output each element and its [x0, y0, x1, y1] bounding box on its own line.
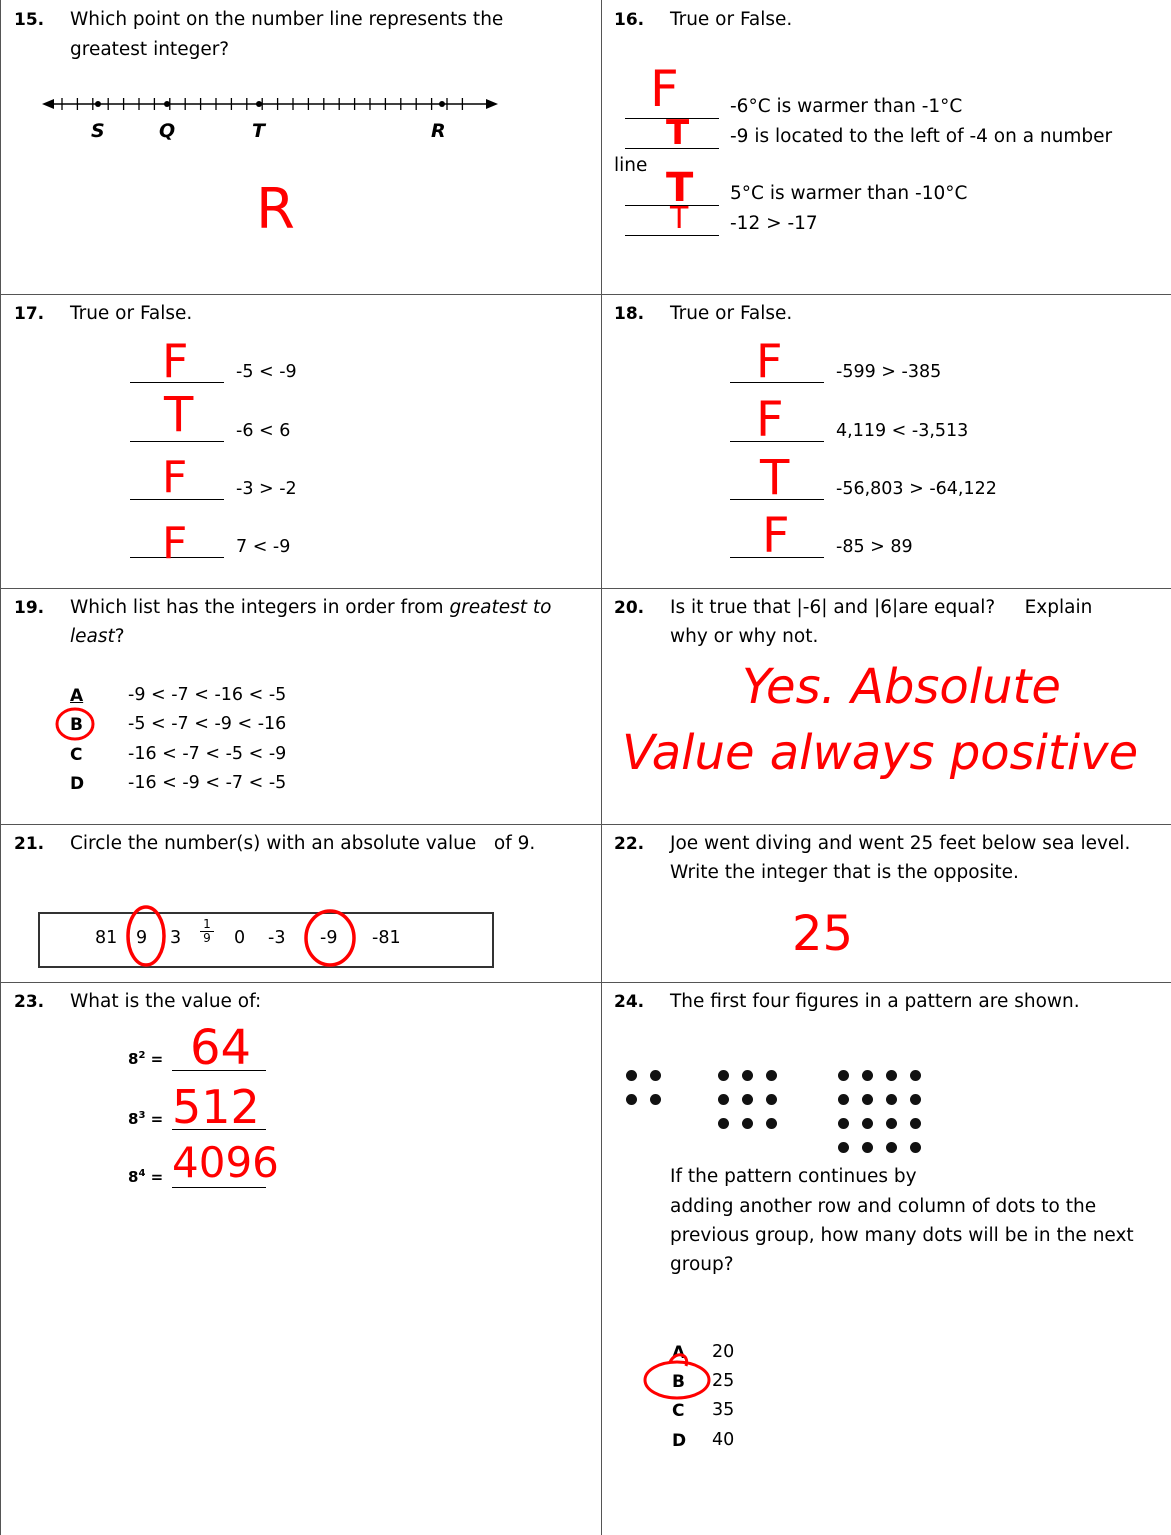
pattern-dot: [886, 1070, 897, 1081]
question-text: Which list has the integers in order from greatest to: [70, 597, 552, 618]
option-letter: B: [672, 1372, 685, 1392]
pattern-dot: [838, 1142, 849, 1153]
pattern-dot: [910, 1142, 921, 1153]
question-text: Is it true that |-6| and |6|are equal? Explain: [670, 597, 1093, 618]
number-line-point: [256, 101, 262, 107]
option-letter: D: [70, 774, 85, 794]
answer-circle: [640, 1344, 716, 1402]
question-number: 17.: [14, 304, 45, 324]
number-option: 3: [170, 928, 182, 948]
pattern-dot: [742, 1094, 753, 1105]
question-body: group?: [670, 1254, 734, 1275]
handwritten-answer: Value always positive: [622, 725, 1139, 781]
handwritten-answer: F: [162, 518, 188, 569]
answer-circle: [300, 906, 360, 968]
question-text: Which point on the number line represents the: [70, 9, 504, 30]
pattern-dot: [766, 1094, 777, 1105]
statement: -12 > -17: [730, 213, 818, 234]
option-text: -9 < -7 < -16 < -5: [128, 685, 287, 705]
number-line-point: [164, 101, 170, 107]
statement: -6°C is warmer than -1°C: [730, 96, 963, 117]
option-letter: B: [70, 715, 83, 735]
question-body: previous group, how many dots will be in the next: [670, 1225, 1134, 1246]
question-text: greatest integer?: [70, 39, 230, 60]
handwritten-answer: R: [256, 177, 295, 242]
option-text: 20: [712, 1342, 735, 1362]
handwritten-answer: 25: [792, 906, 854, 962]
pattern-dot: [650, 1094, 661, 1105]
pattern-dot: [838, 1118, 849, 1129]
question-body: adding another row and column of dots to the: [670, 1196, 1097, 1217]
handwritten-answer: T: [670, 201, 689, 236]
option-text: 35: [712, 1400, 735, 1420]
pattern-dot: [862, 1118, 873, 1129]
pattern-dot: [718, 1118, 729, 1129]
pattern-dot: [650, 1070, 661, 1081]
question-number: 22.: [614, 834, 645, 854]
pattern-dot: [626, 1070, 637, 1081]
question-text: Write the integer that is the opposite.: [670, 862, 1019, 883]
number-option: -81: [372, 928, 401, 948]
handwritten-answer: F: [650, 60, 679, 118]
handwritten-answer: F: [756, 334, 783, 388]
option-letter: C: [70, 745, 83, 765]
number-line: [40, 90, 500, 120]
handwritten-answer: F: [162, 334, 189, 388]
pattern-dot: [910, 1118, 921, 1129]
question-text: least?: [70, 626, 125, 647]
handwritten-answer: 512: [172, 1080, 260, 1134]
question-number: 18.: [614, 304, 645, 324]
pattern-dot: [910, 1070, 921, 1081]
number-line-point: [439, 101, 445, 107]
statement: -3 > -2: [236, 479, 297, 499]
fraction: $\frac{1}{9}$: [200, 918, 214, 945]
answer-circle: [122, 902, 172, 968]
pattern-dot: [838, 1094, 849, 1105]
question-text: Circle the number(s) with an absolute value of 9.: [70, 833, 536, 854]
question-text: Joe went diving and went 25 feet below sea level.: [670, 833, 1131, 854]
row-divider: [0, 824, 1171, 825]
statement: 7 < -9: [236, 537, 291, 557]
handwritten-answer: F: [162, 452, 188, 503]
row-divider: [0, 982, 1171, 983]
option-text: 25: [712, 1371, 735, 1391]
pattern-dot: [910, 1094, 921, 1105]
column-divider: [601, 0, 602, 1535]
statement: 5°C is warmer than -10°C: [730, 183, 968, 204]
question-number: 15.: [14, 10, 45, 30]
number-option: 0: [234, 928, 246, 948]
pattern-dot: [886, 1142, 897, 1153]
option-text: 40: [712, 1430, 735, 1450]
answer-circle: [54, 704, 98, 744]
question-text: True or False.: [670, 303, 793, 324]
option-letter: A: [672, 1343, 686, 1363]
question-number: 24.: [614, 992, 645, 1012]
question-text: The first four figures in a pattern are shown.: [670, 991, 1080, 1012]
question-number: 21.: [14, 834, 45, 854]
option-text: -5 < -7 < -9 < -16: [128, 714, 287, 734]
handwritten-answer: T: [760, 450, 790, 506]
number-option: -3: [268, 928, 286, 948]
power-expression: $8^3$ =: [128, 1110, 164, 1128]
handwritten-answer: T: [666, 113, 690, 153]
pattern-dot: [862, 1070, 873, 1081]
question-text: True or False.: [70, 303, 193, 324]
answer-blank: [172, 1187, 266, 1188]
left-border: [0, 0, 1, 1535]
question-number: 23.: [14, 992, 45, 1012]
number-option: 81: [95, 928, 118, 948]
row-divider: [0, 294, 1171, 295]
statement: -9 is located to the left of -4 on a number: [730, 126, 1113, 147]
pattern-dot: [862, 1094, 873, 1105]
question-text: why or why not.: [670, 626, 819, 647]
statement: -5 < -9: [236, 362, 297, 382]
handwritten-answer: F: [762, 508, 790, 564]
option-letter: A: [70, 686, 84, 706]
option-text: -16 < -9 < -7 < -5: [128, 773, 287, 793]
option-letter: C: [672, 1401, 685, 1421]
pattern-dot: [718, 1094, 729, 1105]
point-label-s: S: [91, 120, 105, 142]
handwritten-answer: T: [164, 387, 194, 443]
number-option: -9: [320, 928, 338, 948]
row-divider: [0, 588, 1171, 589]
question-number: 16.: [614, 10, 645, 30]
handwritten-answer: T: [666, 165, 694, 211]
option-letter: D: [672, 1431, 687, 1451]
handwritten-answer: Yes. Absolute: [742, 659, 1061, 715]
question-number: 19.: [14, 598, 45, 618]
statement: -85 > 89: [836, 537, 913, 557]
question-text: True or False.: [670, 9, 793, 30]
question-body: If the pattern continues by: [670, 1166, 917, 1187]
question-text: What is the value of:: [70, 991, 262, 1012]
pattern-dot: [886, 1094, 897, 1105]
point-label-q: Q: [159, 120, 176, 142]
statement: 4,119 < -3,513: [836, 421, 969, 441]
pattern-dot: [862, 1142, 873, 1153]
question-number: 20.: [614, 598, 645, 618]
handwritten-answer: F: [756, 392, 784, 448]
pattern-dot: [742, 1118, 753, 1129]
number-line-point: [95, 101, 101, 107]
pattern-dot: [886, 1118, 897, 1129]
number-option: 9: [136, 928, 148, 948]
option-text: -16 < -7 < -5 < -9: [128, 744, 287, 764]
pattern-dot: [766, 1118, 777, 1129]
pattern-dot: [766, 1070, 777, 1081]
statement-wrap: line: [614, 155, 648, 176]
pattern-dot: [742, 1070, 753, 1081]
power-expression: $8^4$ =: [128, 1168, 164, 1186]
handwritten-answer: 64: [190, 1020, 252, 1076]
pattern-dot: [626, 1094, 637, 1105]
power-expression: $8^2$ =: [128, 1050, 164, 1068]
statement: -6 < 6: [236, 421, 291, 441]
pattern-dot: [838, 1070, 849, 1081]
point-label-t: T: [252, 120, 265, 142]
statement: -599 > -385: [836, 362, 942, 382]
statement: -56,803 > -64,122: [836, 479, 997, 499]
pattern-dot: [718, 1070, 729, 1081]
point-label-r: R: [431, 120, 446, 142]
handwritten-answer: 4096: [172, 1138, 279, 1187]
